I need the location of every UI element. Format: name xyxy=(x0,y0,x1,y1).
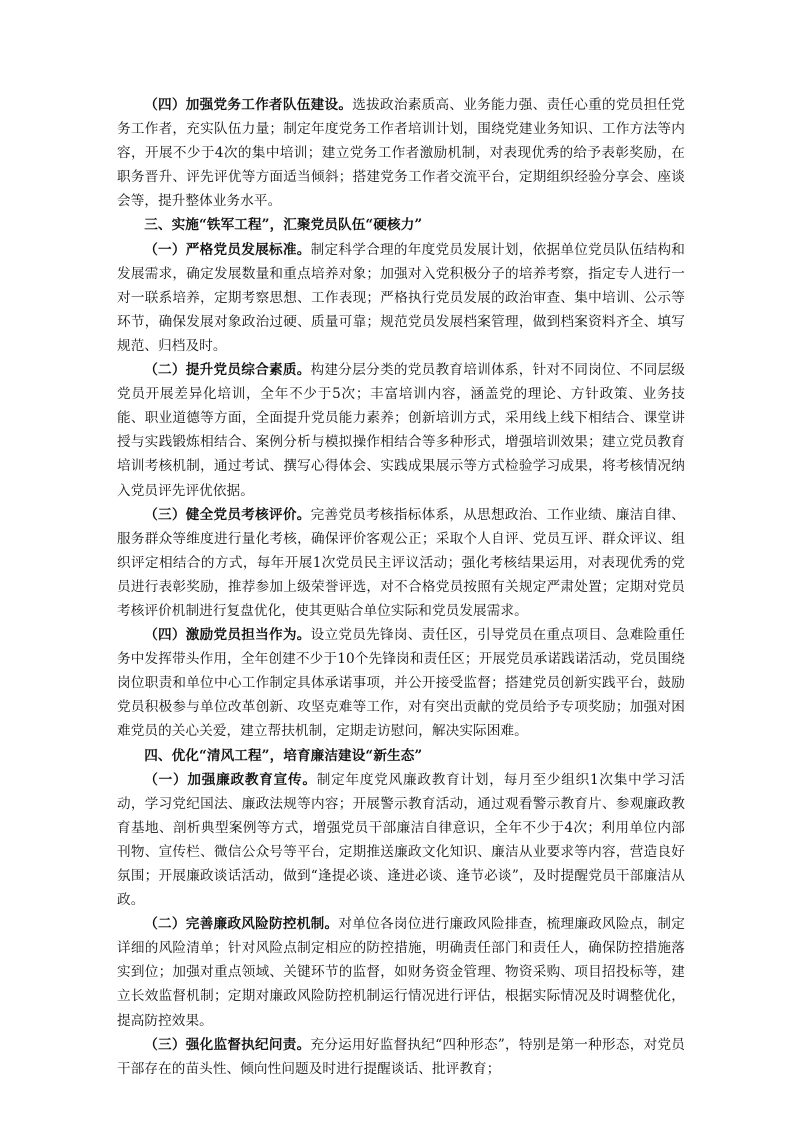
section-heading-3: 三、实施“铁军工程”，汇聚党员队伍“硬核力” xyxy=(144,217,423,234)
item-text: 充分运用好监督执纪“四种形态”，特别是第一种形态，对党员干部存在的苗头性、倾向性问题及时进行提醒谈话、批评教育； xyxy=(117,1036,685,1077)
item-text: 对单位各岗位进行廉政风险排查，梳理廉政风险点，制定详细的风险清单；针对风险点制定相应的防控措施，明确责任部门和责任人，确保防控措施落实到位；加强对重点领域、关键环节的监督，如财务资金管理、物资采购、项目招投标等，建立长效监督机制；定期对廉政风险防控机制运行情况进行评估，根据实际情况及时调整优化，提高防控效果。 xyxy=(117,916,685,1029)
item-lead: （二）完善廉政风险防控机制。 xyxy=(144,916,339,933)
item-text: 制定科学合理的年度党员发展计划，依据单位党员队伍结构和发展需求，确定发展数量和重点培养对象；加强对入党积极分子的培养考察，指定专人进行一对一联系培养，定期考察思想、工作表现；严格执行党员发展的政治审查、集中培训、公示等环节，确保发展对象政治过硬、质量可靠；规范党员发展档案管理，做到档案资料齐全、填写规范、归档及时。 xyxy=(117,241,686,354)
item-lead: （一）加强廉政教育宣传。 xyxy=(144,771,317,788)
paragraph-member-incentive xyxy=(117,623,685,743)
paragraph-party-worker-team xyxy=(117,93,685,213)
item-lead: （三）强化监督执纪问责。 xyxy=(144,1036,311,1053)
paragraph-supervision xyxy=(117,1033,685,1081)
item-lead: （四）激励党员担当作为。 xyxy=(144,627,311,644)
section-heading-4: 四、优化“清风工程”，培育廉洁建设“新生态” xyxy=(144,747,423,764)
item-text: 制定年度党风廉政教育计划，每月至少组织1次集中学习活动，学习党纪国法、廉政法规等内容；开展警示教育活动，通过观看警示教育片、参观廉政教育基地、剖析典型案例等方式，增强党员干部廉洁自律意识，全年不少于4次；利用单位内部刊物、宣传栏、微信公众号等平台，定期推送廉政文化知识、廉洁从业要求等内容，营造良好氛围；开展廉政谈话活动，做到“逢提必谈、逢进必谈、逢节必谈”，及时提醒党员干部廉洁从政。 xyxy=(117,771,685,909)
item-lead: （三）健全党员考核评价。 xyxy=(144,506,311,523)
paragraph-integrity-education xyxy=(117,768,685,913)
paragraph-member-assessment xyxy=(117,503,685,623)
document-page xyxy=(117,93,685,1081)
paragraph-risk-control xyxy=(117,912,685,1032)
item-text: 选拔政治素质高、业务能力强、责任心重的党员担任党务工作者，充实队伍力量；制定年度党务工作者培训计划，围绕党建业务知识、工作方法等内容，开展不少于4次的集中培训；建立党务工作者激励机制，对表现优秀的给予表彰奖励，在职务晋升、评先评优等方面适当倾斜；搭建党务工作者交流平台，定期组织经验分享会、座谈会等，提升整体业务水平。 xyxy=(117,97,685,210)
item-lead: （一）严格党员发展标准。 xyxy=(144,241,311,258)
item-text: 设立党员先锋岗、责任区，引导党员在重点项目、急难险重任务中发挥带头作用，全年创建不少于10个先锋岗和责任区；开展党员承诺践诺活动，党员围绕岗位职责和单位中心工作制定具体承诺事项，并公开接受监督；搭建党员创新实践平台，鼓励党员积极参与单位改革创新、攻坚克难等工作，对有突出贡献的党员给予专项奖励；加强对困难党员的关心关爱，建立帮扶机制，定期走访慰问，解决实际困难。 xyxy=(117,627,686,740)
paragraph-member-development xyxy=(117,238,685,358)
item-text: 构建分层分类的党员教育培训体系，针对不同岗位、不同层级党员开展差异化培训，全年不少于5次；丰富培训内容，涵盖党的理论、方针政策、业务技能、职业道德等方面，全面提升党员能力素养；创新培训方式，采用线上线下相结合、课堂讲授与实践锻炼相结合、案例分析与模拟操作相结合等多种形式，增强培训效果；建立党员教育培训考核机制，通过考试、撰写心得体会、实践成果展示等方式检验学习成果，将考核情况纳入党员评先评优依据。 xyxy=(117,362,686,499)
item-lead: （四）加强党务工作者队伍建设。 xyxy=(144,97,353,113)
paragraph-member-quality xyxy=(117,358,685,503)
item-lead: （二）提升党员综合素质。 xyxy=(144,362,311,379)
item-text: 完善党员考核指标体系，从思想政治、工作业绩、廉洁自律、服务群众等维度进行量化考核，确保评价客观公正；采取个人自评、党员互评、群众评议、组织评定相结合的方式，每年开展1次党员民主评议活动；强化考核结果运用，对表现优秀的党员进行表彰奖励，推荐参加上级荣誉评选，对不合格党员按照有关规定严肃处置；定期对党员考核评价机制进行复盘优化，使其更贴合单位实际和党员发展需求。 xyxy=(117,506,686,619)
